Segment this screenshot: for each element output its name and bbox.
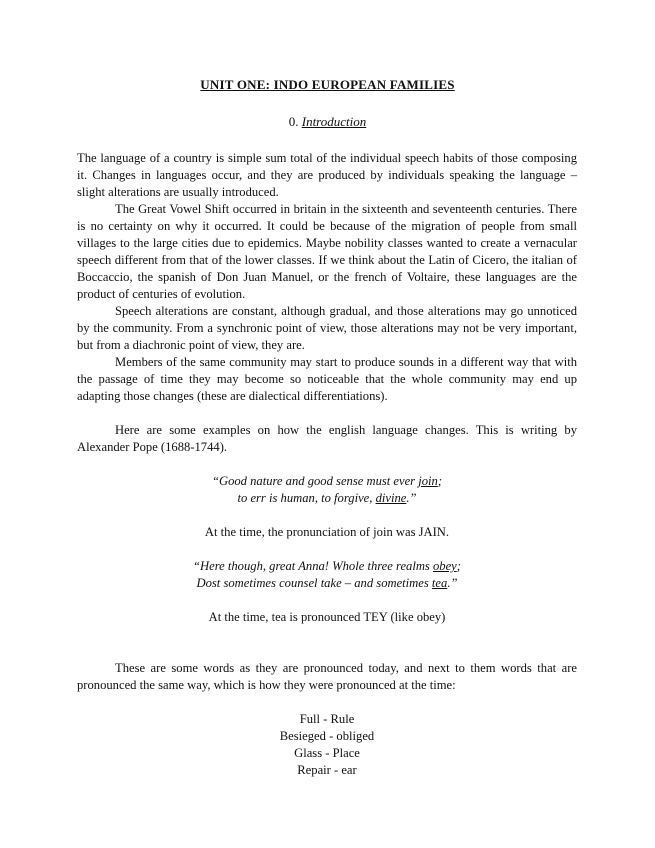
quote1-line2-end: .” [406, 491, 417, 505]
quote2-line2-text: Dost sometimes counsel take – and sometimes [196, 576, 432, 590]
section-number: 0. [288, 114, 302, 129]
section-title: Introduction [301, 114, 367, 129]
paragraph-1: The language of a country is simple sum total of the individual speech habits of those composing it. Changes in languages occur, and they are produced by individuals speaking the language – slight alterations are usually introduced. [77, 151, 577, 199]
section-heading [0, 114, 655, 130]
paragraph-2: The Great Vowel Shift occurred in britain in the sixteenth and seventeenth centuries. There is no certainty on why it occurred. It could be because of the migration of people from small villages to the large cities due to epidemics. Maybe nobility classes wanted to create a vernacular speech different from that of the lower classes. If we think about the Latin of Cicero, the italian of Boccaccio, the spanish of Don Juan Manuel, or the french of Voltaire, these languages are the product of centuries of evolution. [77, 202, 577, 301]
spacer [77, 541, 577, 558]
quote1-line1 [77, 473, 577, 490]
spacer [77, 592, 577, 609]
spacer [77, 694, 577, 711]
word-pair-3: Glass - Place [294, 746, 360, 760]
spacer [77, 507, 577, 524]
spacer [77, 456, 577, 473]
quote2-line1 [77, 558, 577, 575]
quote1-line2 [77, 490, 577, 507]
paragraph-3: Speech alterations are constant, although gradual, and those alterations may go unnoticed by the community. From a synchronic point of view, those alterations may not be very important, but from a diachronic point of view, they are. [77, 304, 577, 352]
document-body [77, 150, 577, 779]
word-pair-1: Full - Rule [299, 712, 355, 726]
word-pair-2: Besieged - obliged [279, 729, 375, 743]
paragraph-5: Here are some examples on how the english language changes. This is writing by Alexander Pope (1688-1744). [77, 423, 577, 454]
quote2-rhyme-word1: obey [432, 559, 457, 573]
spacer [77, 626, 577, 643]
spacer [77, 405, 577, 422]
quote2-line1-text: “Here though, great Anna! Whole three realms [193, 559, 433, 573]
quote2-line2-end: .” [447, 576, 458, 590]
paragraph-4: Members of the same community may start to produce sounds in a different way that with the passage of time they may become so noticeable that the whole community may end up adapting those changes (these are dialectical differentiations). [77, 355, 577, 403]
quote2-rhyme-word2: tea [431, 576, 448, 590]
quote1-rhyme-word1: join [418, 474, 438, 488]
quote1-line1-end: ; [437, 474, 443, 488]
spacer [77, 643, 577, 660]
pronunciation-note-2: At the time, tea is pronounced TEY (like obey) [208, 610, 446, 624]
quote2-line1-end: ; [456, 559, 461, 573]
quote1-line2-text: to err is human, to forgive, [237, 491, 376, 505]
quote1-line1-text: “Good nature and good sense must ever [211, 474, 419, 488]
word-pair-4: Repair - ear [297, 763, 357, 777]
pronunciation-note-1: At the time, the pronunciation of join was JAIN. [204, 525, 450, 539]
quote1-rhyme-word2: divine [375, 491, 407, 505]
quote2-line2 [77, 575, 577, 592]
paragraph-6: These are some words as they are pronounced today, and next to them words that are pronounced the same way, which is how they were pronounced at the time: [77, 661, 577, 692]
document-title: UNIT ONE: INDO EUROPEAN FAMILIES [200, 77, 455, 92]
